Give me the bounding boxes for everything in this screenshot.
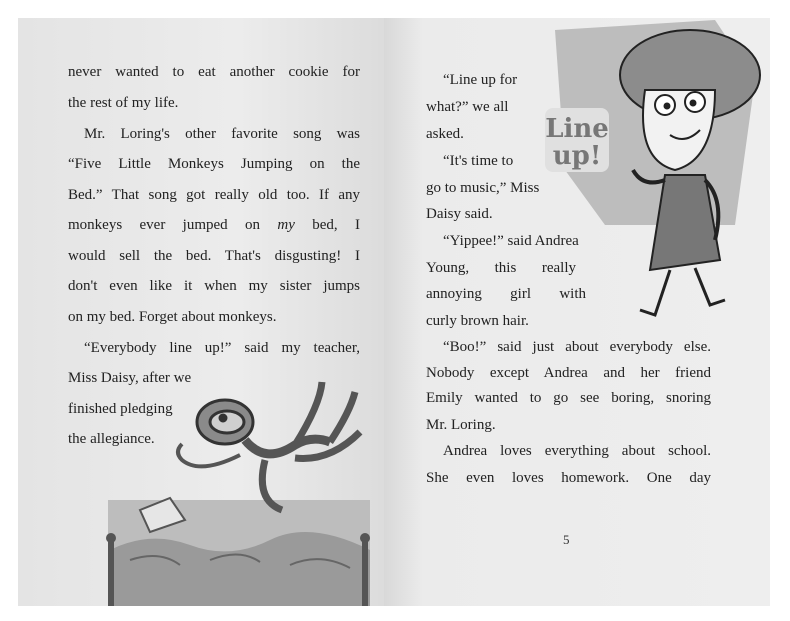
- speech-bubble-line-1: Line: [545, 114, 609, 144]
- text-span: bed, I: [294, 217, 361, 233]
- text-line: “Everybody line up!” said my teacher,: [84, 340, 360, 356]
- text-line: the allegiance.: [68, 431, 155, 447]
- monkey-icon: [178, 382, 360, 510]
- text-line: “Line up for: [443, 72, 518, 88]
- text-line: would sell the bed. That's disgusting! I: [68, 248, 360, 264]
- text-line: go to music,” Miss: [426, 180, 540, 196]
- text-line: Emily wanted to go see boring, snoring: [426, 390, 711, 406]
- emphasis-text: my: [277, 217, 295, 233]
- text-line: Miss Daisy, after we: [68, 370, 192, 386]
- text-line: [68, 216, 360, 234]
- page-number: 5: [563, 532, 570, 547]
- text-line: annoying girl with: [426, 286, 586, 302]
- text-line: on my bed. Forget about monkeys.: [68, 309, 277, 325]
- text-line: “Boo!” said just about everybody else.: [443, 339, 711, 355]
- text-line: asked.: [426, 126, 464, 142]
- text-line: the rest of my life.: [68, 95, 179, 111]
- text-line: Young, this really: [426, 260, 576, 276]
- text-line: Mr. Loring.: [426, 417, 496, 433]
- text-line: She even loves homework. One day: [426, 470, 711, 486]
- text-line: finished pledging: [68, 401, 173, 417]
- text-line: Daisy said.: [426, 206, 493, 222]
- text-span: monkeys ever jumped on: [68, 217, 278, 233]
- text-line: Mr. Loring's other favorite song was: [84, 126, 360, 142]
- text-line: what?” we all: [426, 99, 509, 115]
- monkey-bed-illustration: [90, 360, 382, 606]
- girl-illustration: [525, 20, 770, 325]
- text-line: don't even like it when my sister jumps: [68, 278, 360, 294]
- text-line: “Yippee!” said Andrea: [443, 233, 579, 249]
- bed-icon: [106, 498, 370, 606]
- text-line: “It's time to: [443, 153, 514, 169]
- text-line: Bed.” That song got really old too. If any: [68, 187, 360, 203]
- text-line: curly brown hair.: [426, 313, 529, 329]
- text-line: never wanted to eat another cookie for: [68, 64, 360, 80]
- text-line: “Five Little Monkeys Jumping on the: [68, 156, 360, 172]
- text-line: Nobody except Andrea and her friend: [426, 365, 711, 381]
- speech-bubble-line-2: up!: [552, 141, 602, 171]
- text-line: Andrea loves everything about school.: [443, 443, 711, 459]
